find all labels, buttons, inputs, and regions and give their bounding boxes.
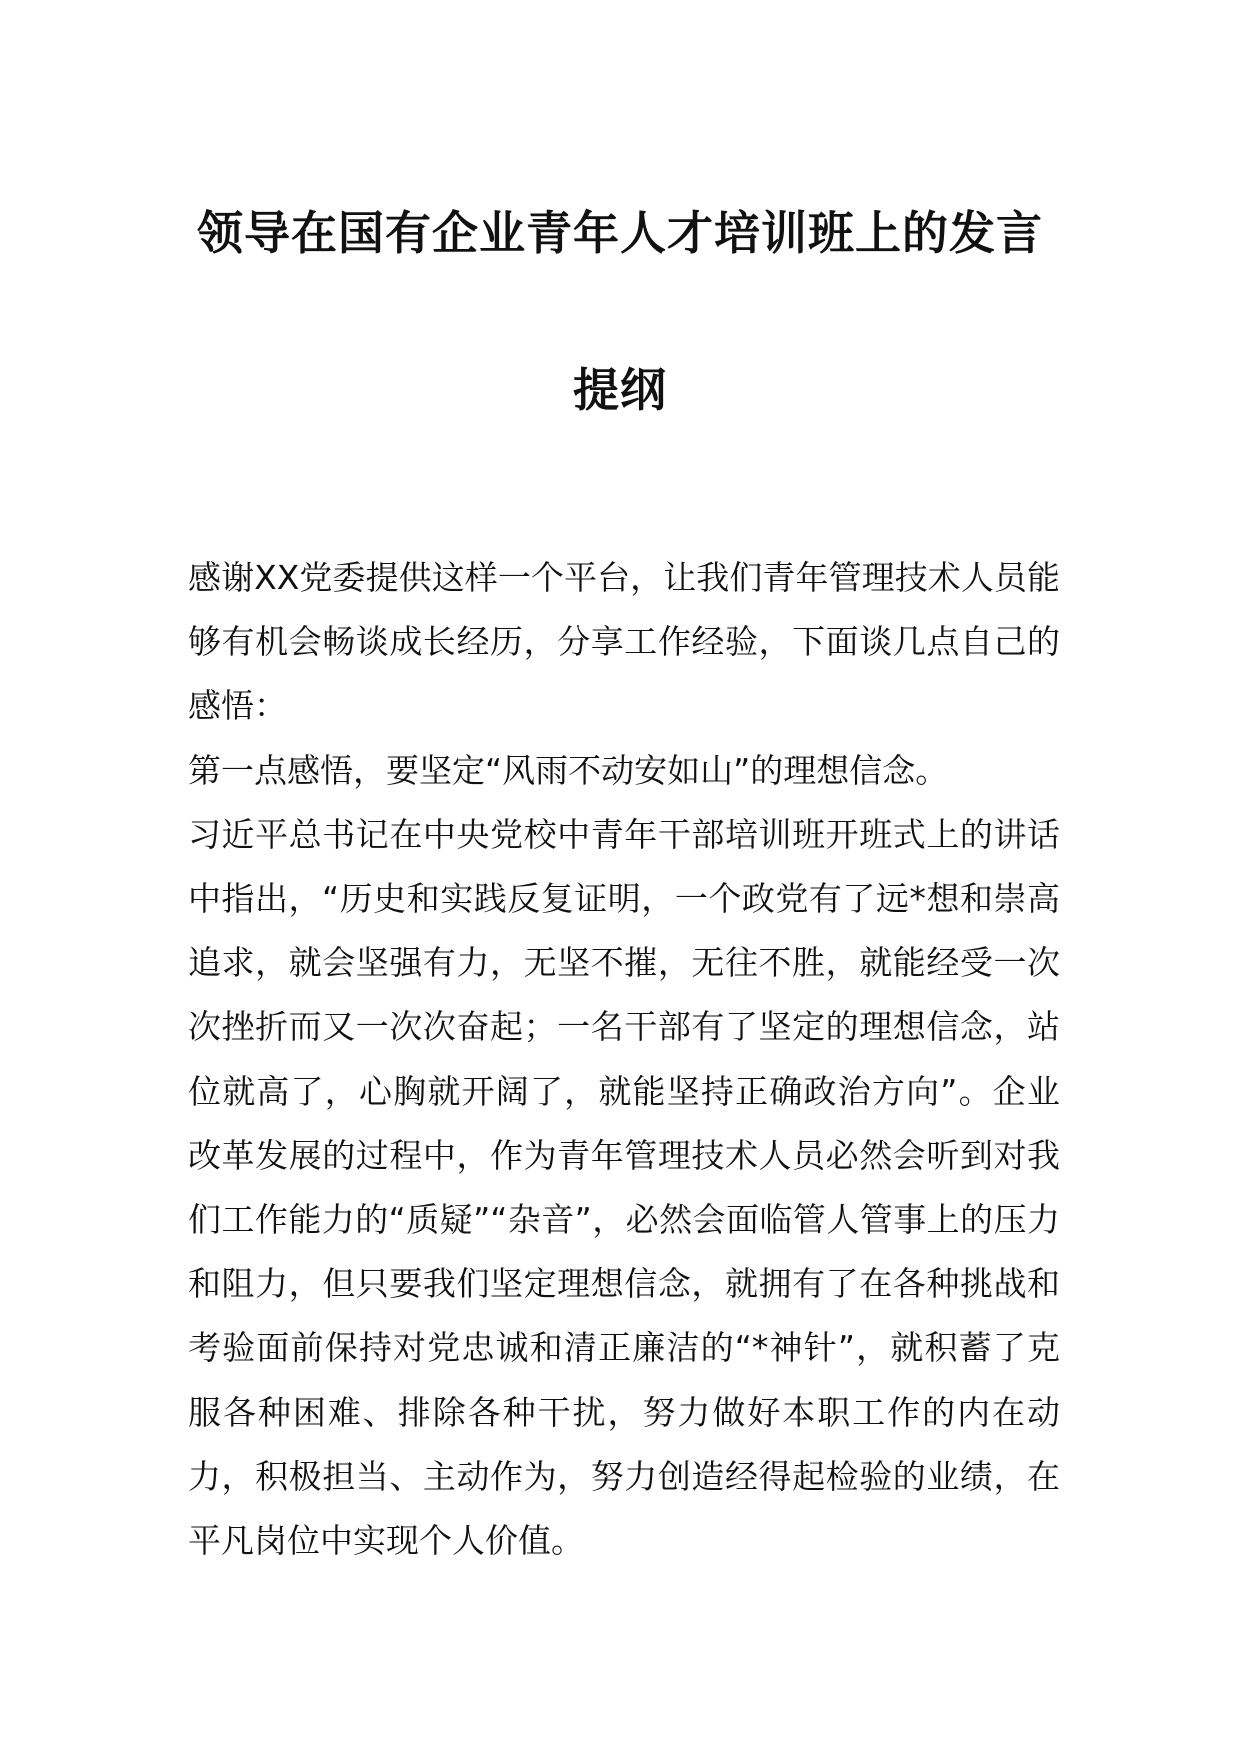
- paragraph-heading-first-point: 第一点感悟，要坚定“风雨不动安如山”的理想信念。: [188, 750, 949, 790]
- document-title-line-1: 领导在国有企业青年人才培训班上的发言: [197, 206, 1043, 260]
- document-title-line-2: 提纲: [573, 363, 667, 417]
- document-body: [188, 546, 1060, 1573]
- paragraph-first-point-body: 习近平总书记在中央党校中青年干部培训班开班式上的讲话中指出，“历史和实践反复证明，一个政党有了远*想和崇高追求，就会坚强有力，无坚不摧，无往不胜，就能经受一次次挫折而又一次次奋起；一名干部有了坚定的理想信念，站位就高了，心胸就开阔了，就能坚持正确政治方向”。企业改革发展的过程中，作为青年管理技术人员必然会听到对我们工作能力的“质疑”“杂音”，必然会面临管人管事上的压力和阻力，但只要我们坚定理想信念，就拥有了在各种挑战和考验面前保持对党忠诚和清正廉洁的“*神针”，就积蓄了克服各种困难、排除各种干扰，努力做好本职工作的内在动力，积极担当、主动作为，努力创造经得起检验的业绩，在平凡岗位中实现个人价值。: [188, 814, 1060, 1561]
- paragraph-intro: 感谢XX党委提供这样一个平台，让我们青年管理技术人员能够有机会畅谈成长经历，分享工作经验，下面谈几点自己的感悟：: [188, 558, 1060, 726]
